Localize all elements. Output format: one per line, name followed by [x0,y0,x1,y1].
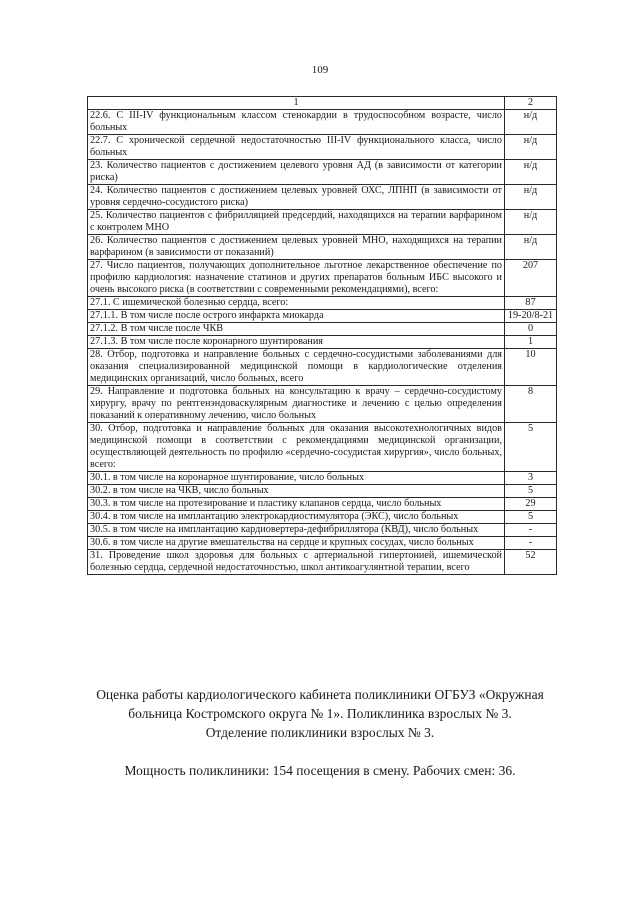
row-value: 5 [505,511,557,524]
statistics-table [87,96,557,575]
row-label: 30.1. в том числе на коронарное шунтирование, число больных [88,472,505,485]
row-value: - [505,524,557,537]
row-value: н/д [505,185,557,210]
row-value: н/д [505,135,557,160]
row-label: 27.1.1. В том числе после острого инфаркта миокарда [88,310,505,323]
table-header-row [88,97,557,110]
row-value: 5 [505,423,557,472]
table-row [88,511,557,524]
section-title-line-3: Отделение поликлиники взрослых № 3. [205,725,435,740]
row-value: н/д [505,160,557,185]
row-label: 25. Количество пациентов с фибрилляцией предсердий, находящихся на терапии варфарином с контролем МНО [88,210,505,235]
row-label: 30.4. в том числе на имплантацию электрокардиостимулятора (ЭКС), число больных [88,511,505,524]
row-label: 30.6. в том числе на другие вмешательства на сердце и крупных сосудах, число больных [88,537,505,550]
row-label: 30.2. в том числе на ЧКВ, число больных [88,485,505,498]
row-label: 22.6. С III-IV функциональным классом стенокардии в трудоспособном возрасте, число больных [88,110,505,135]
table-row [88,386,557,423]
row-value: 10 [505,349,557,386]
row-label: 22.7. С хронической сердечной недостаточностью III-IV функционального класса, число больных [88,135,505,160]
row-label: 27.1.2. В том числе после ЧКВ [88,323,505,336]
row-value: 207 [505,260,557,297]
section-title-line-1: Оценка работы кардиологического кабинета поликлиники ОГБУЗ «Окружная [96,687,544,702]
row-value: 0 [505,323,557,336]
row-label: 30.5. в том числе на имплантацию кардиовертера-дефибриллятора (КВД), число больных [88,524,505,537]
row-label: 23. Количество пациентов с достижением целевого уровня АД (в зависимости от категории риска) [88,160,505,185]
table-row [88,210,557,235]
row-value: 29 [505,498,557,511]
table-row [88,185,557,210]
row-value: 52 [505,550,557,575]
table-row [88,537,557,550]
table-row [88,310,557,323]
table-row [88,349,557,386]
row-value: 3 [505,472,557,485]
table-row [88,160,557,185]
table-row [88,110,557,135]
table-row [88,235,557,260]
header-col-2: 2 [505,97,557,110]
row-value: 1 [505,336,557,349]
row-value: 5 [505,485,557,498]
section-title-line-2: больница Костромского округа № 1». Поликлиника взрослых № 3. [128,706,512,721]
page-number: 109 [311,64,329,76]
table-row [88,336,557,349]
row-label: 30. Отбор, подготовка и направление больных для оказания высокотехнологичных видов медицинской помощи в соответствии с рекомендациями медицинской организации, осуществляющей деятельность по профилю «сердечно-сосудистая хирургия», число больных, всего: [88,423,505,472]
table-row [88,135,557,160]
header-col-1: 1 [88,97,505,110]
table-row [88,297,557,310]
table-row [88,260,557,297]
table-row [88,524,557,537]
table-row [88,323,557,336]
row-value: н/д [505,235,557,260]
row-label: 30.3. в том числе на протезирование и пластику клапанов сердца, число больных [88,498,505,511]
row-value: н/д [505,110,557,135]
row-label: 27.1. С ишемической болезнью сердца, всего: [88,297,505,310]
row-label: 31. Проведение школ здоровья для больных с артериальной гипертонией, ишемической болезнью сердца, сердечной недостаточностью, школ антикоагулянтной терапии, всего [88,550,505,575]
row-label: 27. Число пациентов, получающих дополнительное льготное лекарственное обеспечение по профилю кардиология: назначение статинов и других препаратов больным ИБС высокого и очень высокого риска (в соответствии с современными рекомендациями), всего: [88,260,505,297]
row-label: 27.1.3. В том числе после коронарного шунтирования [88,336,505,349]
row-value: 87 [505,297,557,310]
table-row [88,423,557,472]
table-row [88,498,557,511]
row-label: 29. Направление и подготовка больных на консультацию к врачу – сердечно-сосудистому хирургу, врачу по рентгенэндоваскулярным диагностике и лечению с целью определения показаний к оперативному лечению, число больных [88,386,505,423]
row-value: н/д [505,210,557,235]
row-label: 28. Отбор, подготовка и направление больных с сердечно-сосудистыми заболеваниями для оказания специализированной медицинской помощи в кардиологические отделения медицинских организаций, число больных, всего [88,349,505,386]
row-label: 26. Количество пациентов с достижением целевых уровней МНО, находящихся на терапии варфарином (в зависимости от показаний) [88,235,505,260]
table-row [88,550,557,575]
capacity-line: Мощность поликлиники: 154 посещения в смену. Рабочих смен: 36. [124,763,516,778]
table-row [88,472,557,485]
row-value: 19-20/8-21 [505,310,557,323]
row-value: 8 [505,386,557,423]
row-value: - [505,537,557,550]
table-body [88,97,557,575]
section-title [0,685,640,742]
row-label: 24. Количество пациентов с достижением целевых уровней ОХС, ЛПНП (в зависимости от уровня сердечно-сосудистого риска) [88,185,505,210]
table-row [88,485,557,498]
